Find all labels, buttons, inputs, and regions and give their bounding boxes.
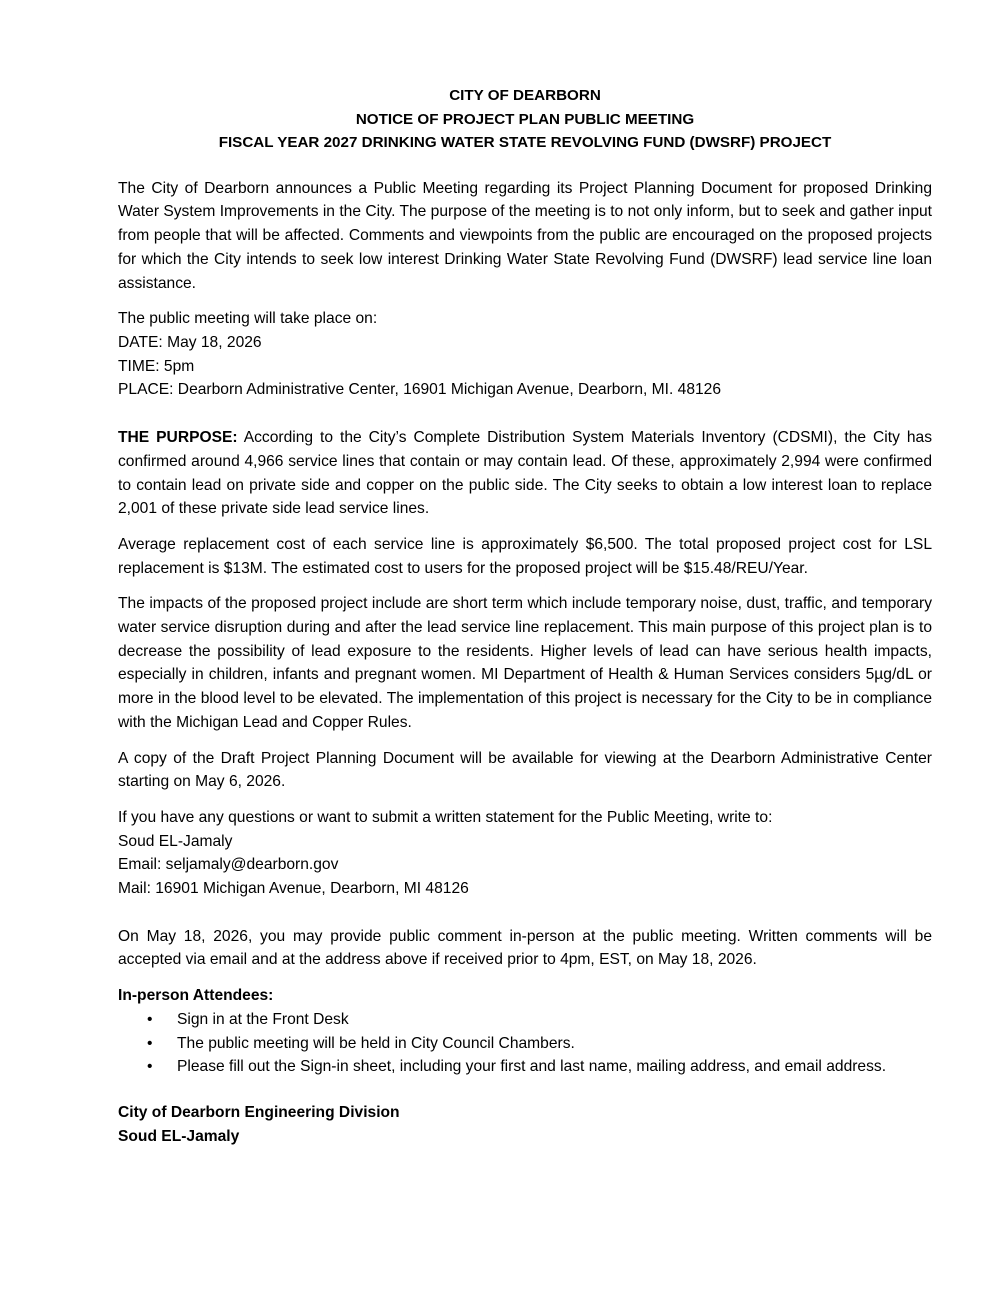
notice-header — [118, 84, 932, 155]
notice-document — [118, 84, 932, 1148]
purpose-label: THE PURPOSE: — [118, 429, 238, 447]
bullet-icon: • — [147, 1058, 153, 1076]
contact-name: Soud EL-Jamaly — [118, 832, 233, 850]
cost-paragraph: Average replacement cost of each service line is approximately $6,500. The total proposed project cost for LSL replacement is $13M. The estimated cost to users for the proposed project will be $15.48/REU/Year. — [118, 535, 932, 577]
signature-org: City of Dearborn Engineering Division — [118, 1103, 400, 1121]
signature-name: Soud EL-Jamaly — [118, 1127, 240, 1145]
project-title: FISCAL YEAR 2027 DRINKING WATER STATE REVOLVING FUND (DWSRF) PROJECT — [218, 134, 832, 152]
contact-lead: If you have any questions or want to submit a written statement for the Public Meeting, write to: — [118, 808, 773, 826]
contact-email: Email: seljamaly@dearborn.gov — [118, 856, 339, 874]
meeting-time: TIME: 5pm — [118, 357, 195, 375]
meeting-place: PLACE: Dearborn Administrative Center, 16901 Michigan Avenue, Dearborn, MI. 48126 — [118, 381, 722, 399]
attendees-section — [118, 984, 932, 1079]
copy-notice-paragraph: A copy of the Draft Project Planning Document will be available for viewing at the Dearborn Administrative Center starting on May 6, 2026. — [118, 749, 932, 791]
attendees-list — [118, 1008, 932, 1079]
comment-notice-paragraph: On May 18, 2026, you may provide public comment in-person at the public meeting. Written comments will be accepted via email and at the address above if received prior to 4pm, EST, on May 18, 2026. — [118, 927, 932, 969]
contact-details — [118, 806, 932, 901]
purpose-paragraph — [118, 426, 932, 521]
attendees-heading: In-person Attendees: — [118, 987, 274, 1005]
impacts-paragraph: The impacts of the proposed project include are short term which include temporary noise, dust, traffic, and temporary water service disruption during and after the lead service line replacement. This main purpose of this project plan is to decrease the possibility of lead exposure to the residents. Higher levels of lead can have serious health impacts, especially in children, infants and pregnant women. MI Department of Health & Human Services considers 5µg/dL or more in the blood level to be elevated. The implementation of this project is necessary for the City to be in compliance with the Michigan Lead and Copper Rules. — [118, 595, 932, 731]
list-item: • Please fill out the Sign-in sheet, including your first and last name, mailing address, and email address. — [118, 1055, 932, 1079]
purpose-text: According to the City’s Complete Distribution System Materials Inventory (CDSMI), the City has confirmed around 4,966 service lines that contain or may contain lead. Of these, approximately 2,994 were confirmed to contain lead on private side and copper on the public side. The City seeks to obtain a low interest loan to replace 2,001 of these private side lead service lines. — [118, 429, 932, 518]
list-item: • Sign in at the Front Desk — [118, 1008, 932, 1032]
city-title: CITY OF DEARBORN — [449, 87, 601, 104]
intro-paragraph: The City of Dearborn announces a Public Meeting regarding its Project Planning Document for proposed Drinking Water System Improvements in the City. The purpose of the meeting is to not only inform, but to seek and gather input from people that will be affected. Comments and viewpoints from the public are encouraged on the proposed projects for which the City intends to seek low interest Drinking Water State Revolving Fund (DWSRF) lead service line loan assistance. — [118, 179, 932, 292]
signature-block — [118, 1101, 932, 1148]
bullet-icon: • — [147, 1034, 153, 1052]
meeting-lead: The public meeting will take place on: — [118, 310, 378, 328]
contact-mail: Mail: 16901 Michigan Avenue, Dearborn, MI 48126 — [118, 880, 469, 898]
meeting-date: DATE: May 18, 2026 — [118, 334, 262, 351]
notice-title: NOTICE OF PROJECT PLAN PUBLIC MEETING — [355, 110, 695, 128]
bullet-icon: • — [147, 1010, 153, 1028]
meeting-details — [118, 307, 932, 402]
list-item: • The public meeting will be held in City Council Chambers. — [118, 1032, 932, 1056]
